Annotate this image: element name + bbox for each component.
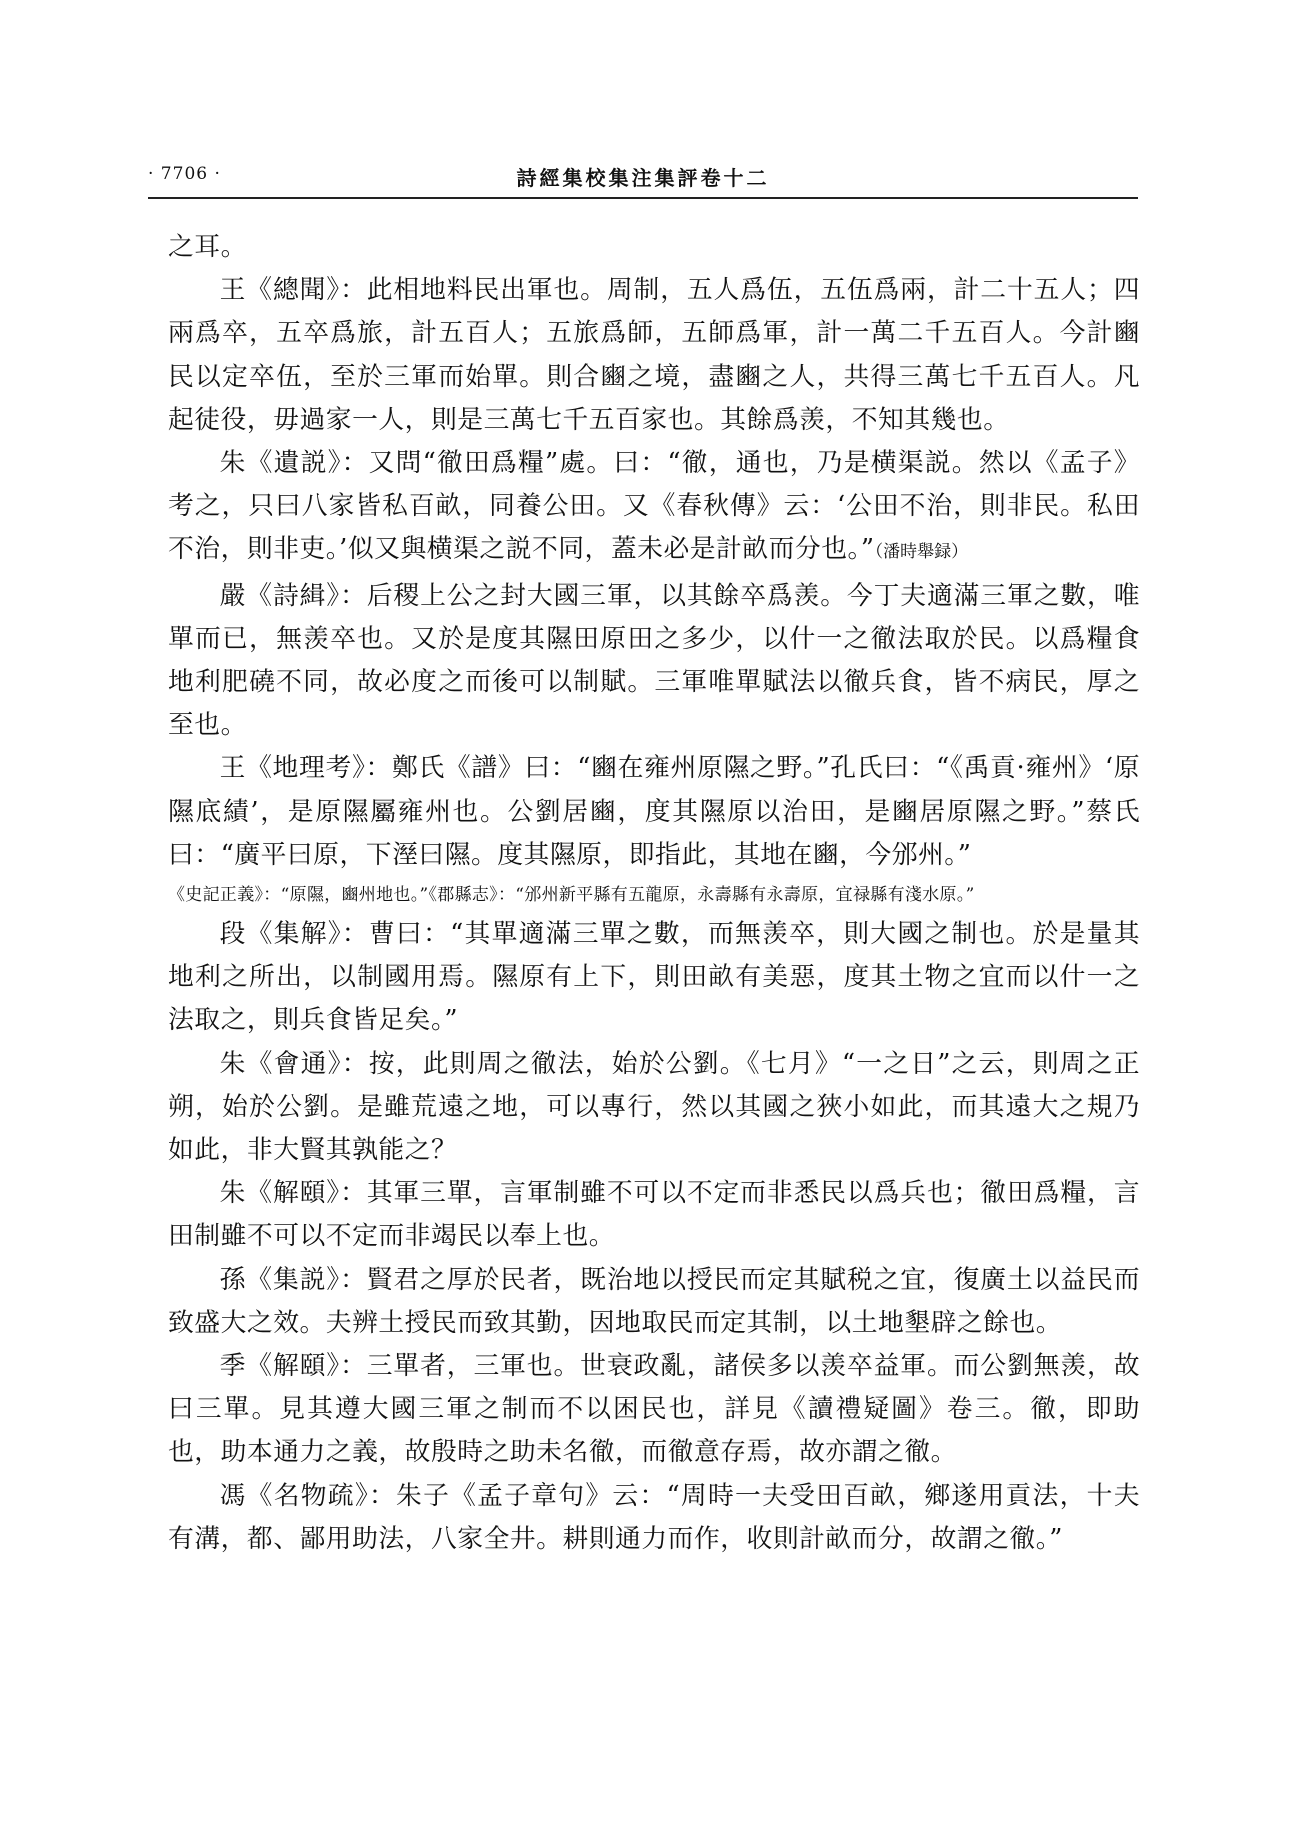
- header-rule: [148, 197, 1138, 199]
- paragraph: 嚴《詩緝》：后稷上公之封大國三軍，以其餘卒爲羡。今丁夫適滿三軍之數，唯單而已，無羡卒也。又於是度其隰田原田之多少，以什一之徹法取於民。以爲糧食地利肥磽不同，故必度之而後可以制賦。三軍唯單賦法以徹兵食，皆不病民，厚之至也。: [168, 580, 1140, 741]
- paragraph: 王《地理考》：鄭氏《譜》曰：“豳在雍州原隰之野。”孔氏曰：“《禹貢·雍州》‘原隰底績’，是原隰屬雍州也。公劉居豳，度其隰原以治田，是豳居原隰之野。”蔡氏曰：“廣平曰原，下溼曰隰。度其隰原，即指此，其地在豳，今邠州。”: [168, 753, 1140, 870]
- inline-note: （潘時舉録）: [874, 542, 969, 563]
- footnote: 《史記正義》：“原隰，豳州地也。”《郡縣志》：“邠州新平縣有五龍原，永壽縣有永壽原，宜禄縣有淺水原。”: [168, 885, 975, 906]
- body-text: [168, 226, 1140, 1561]
- paragraph: 馮《名物疏》：朱子《孟子章句》云：“周時一夫受田百畝，鄉遂用貢法，十夫有溝，都、鄙用助法，八家全井。耕則通力而作，收則計畝而分，故謂之徹。”: [168, 1480, 1140, 1554]
- paragraph: 朱《解頤》：其軍三單，言軍制雖不可以不定而非悉民以爲兵也；徹田爲糧，言田制雖不可以不定而非竭民以奉上也。: [168, 1178, 1140, 1252]
- paragraph: [168, 442, 1140, 575]
- paragraph: 段《集解》：曹曰：“其單適滿三單之數，而無羡卒，則大國之制也。於是量其地利之所出，以制國用焉。隰原有上下，則田畝有美惡，度其土物之宜而以什一之法取之，則兵食皆足矣。”: [168, 919, 1140, 1036]
- paragraph: 王《總聞》：此相地料民出軍也。周制，五人爲伍，五伍爲兩，計二十五人；四兩爲卒，五卒爲旅，計五百人；五旅爲師，五師爲軍，計一萬二千五百人。今計豳民以定卒伍，至於三軍而始單。則合豳之境，盡豳之人，共得三萬七千五百人。凡起徒役，毋過家一人，則是三萬七千五百家也。其餘爲羡，不知其幾也。: [168, 275, 1140, 435]
- paragraph: 孫《集説》：賢君之厚於民者，既治地以授民而定其賦税之宜，復廣土以益民而致盛大之效。夫辨土授民而致其勤，因地取民而定其制，以土地墾辟之餘也。: [168, 1264, 1140, 1338]
- running-title: 詩經集校集注集評卷十二: [516, 166, 770, 190]
- page-header: [148, 160, 1138, 200]
- page-number: · 7706 ·: [148, 164, 221, 184]
- paragraph-text: 朱《遺説》：又問“徹田爲糧”處。曰：“徹，通也，乃是横渠説。然以《孟子》考之，只曰八家皆私百畝，同養公田。又《春秋傳》云：‘公田不治，則非民。私田不治，則非吏。’似又與横渠之説不同，蓋未必是計畝而分也。”: [168, 448, 1140, 565]
- paragraph: 朱《會通》：按，此則周之徹法，始於公劉。《七月》“一之日”之云，則周之正朔，始於公劉。是雖荒遠之地，可以專行，然以其國之狹小如此，而其遠大之規乃如此，非大賢其孰能之？: [168, 1048, 1140, 1166]
- paragraph: 季《解頤》：三單者，三軍也。世衰政亂，諸侯多以羡卒益軍。而公劉無羡，故曰三單。見其遵大國三軍之制而不以困民也，詳見《讀禮疑圖》卷三。徹，即助也，助本通力之義，故殷時之助未名徹，而徹意存焉，故亦謂之徹。: [168, 1351, 1140, 1468]
- paragraph: 之耳。: [168, 232, 247, 262]
